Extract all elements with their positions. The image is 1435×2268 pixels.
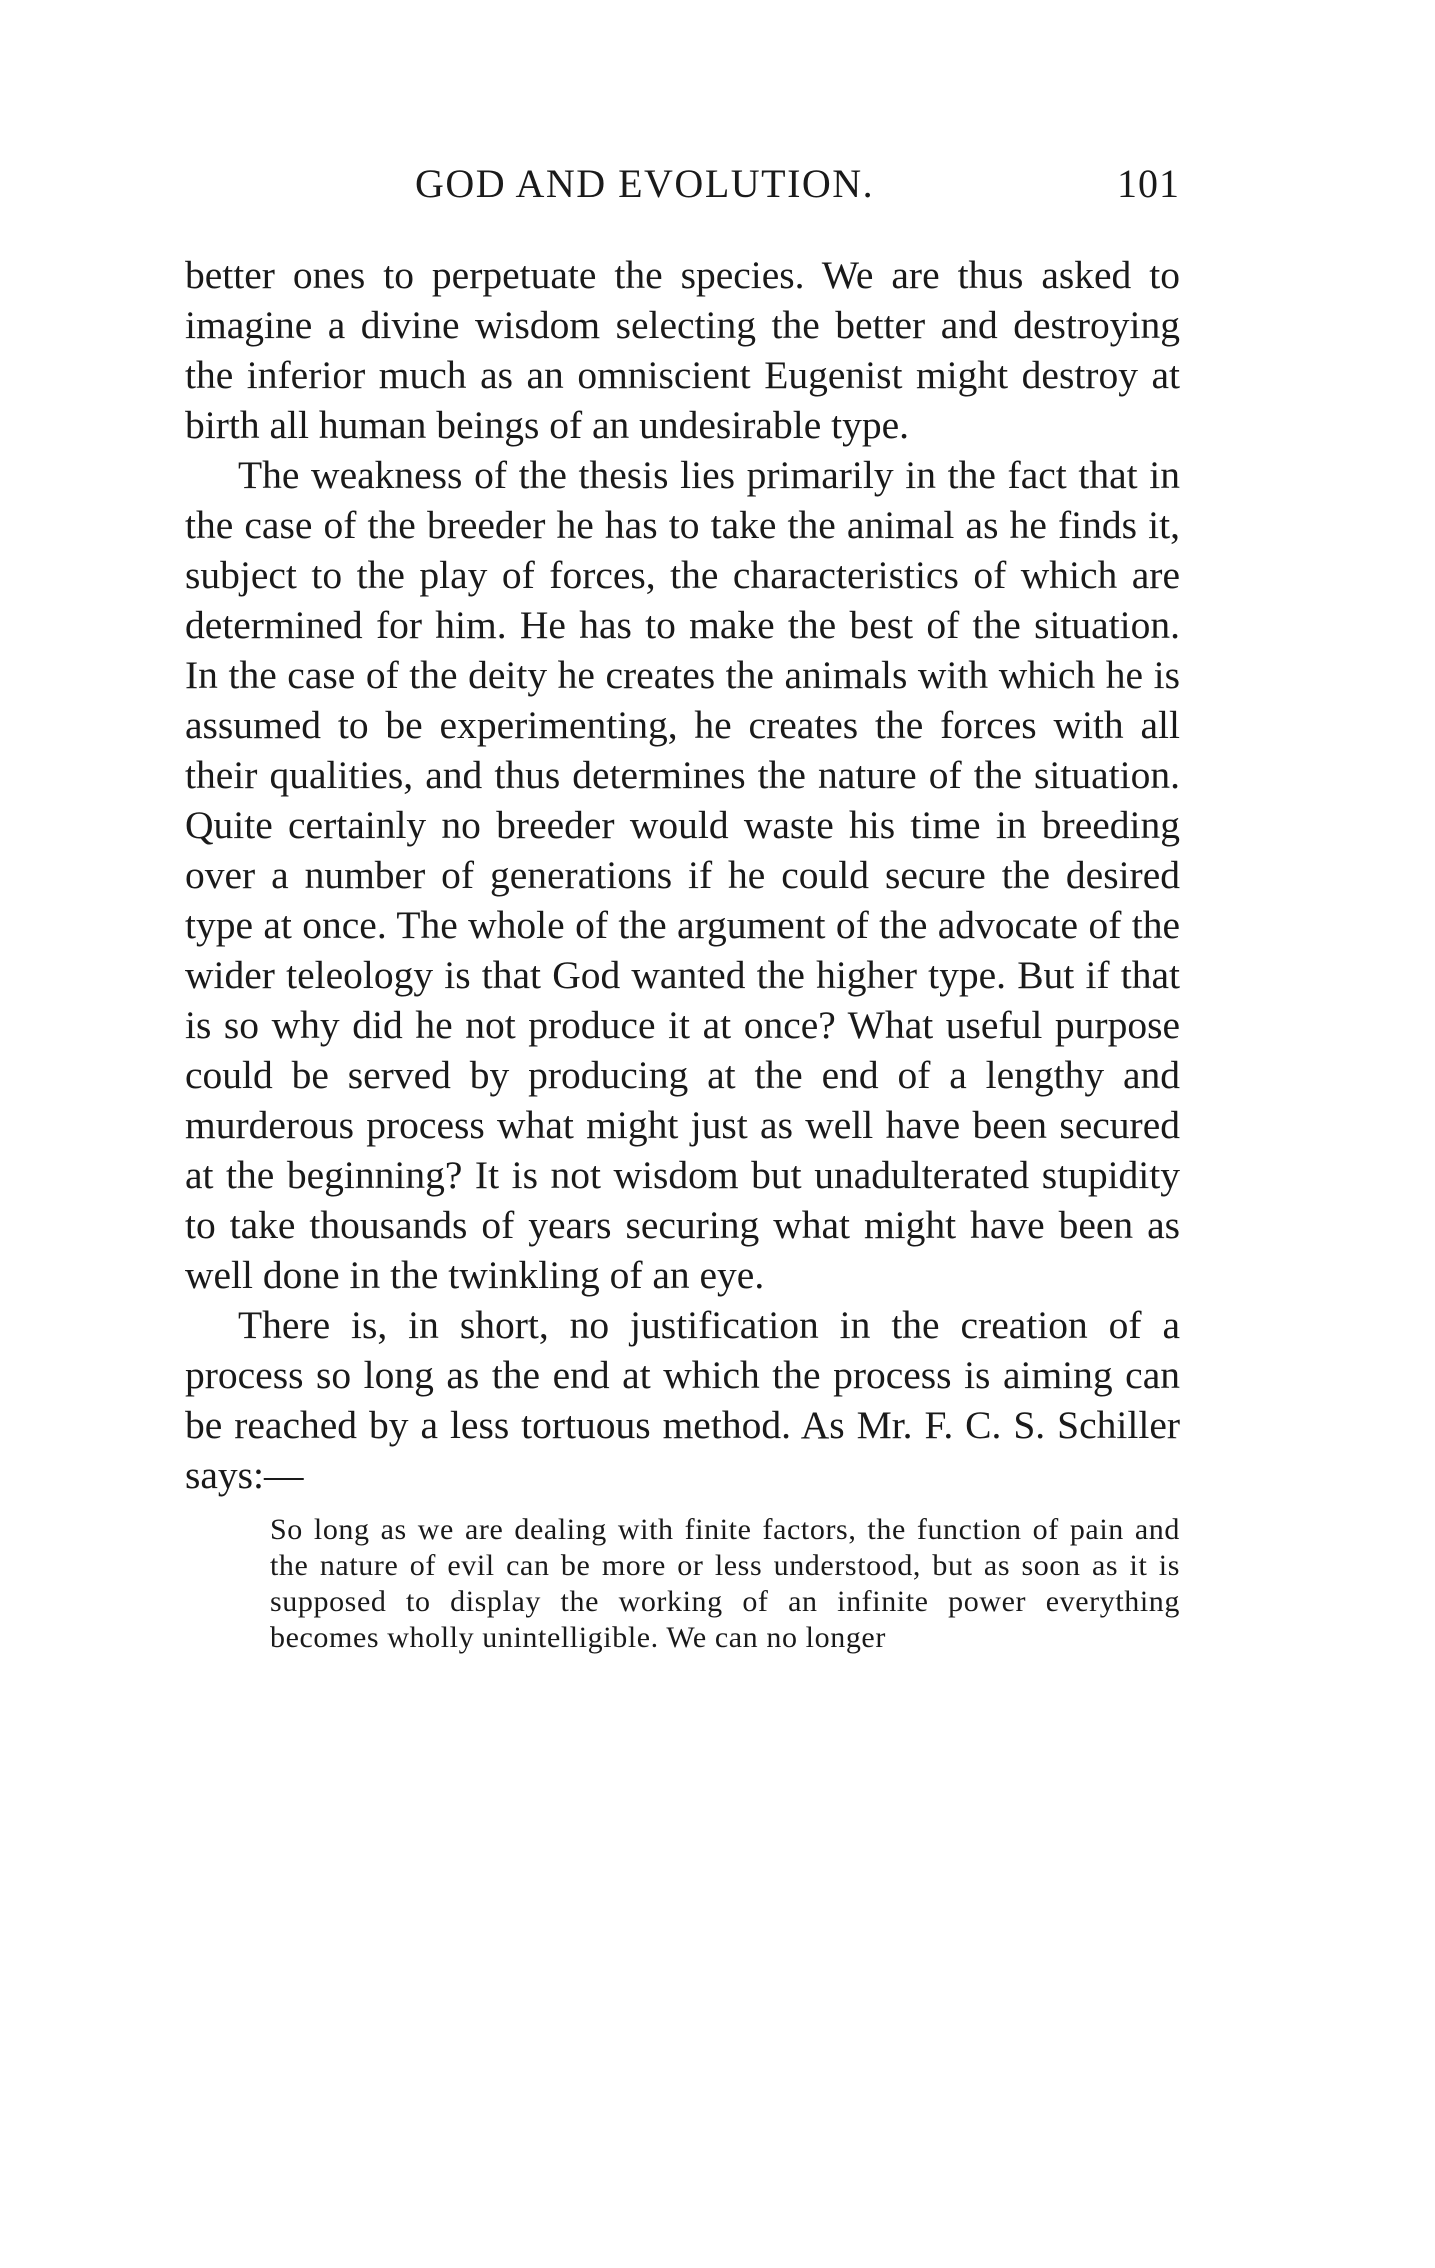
page-header (185, 160, 1180, 210)
paragraph-continued: better ones to perpetuate the species. We are thus asked to imagine a divine wisdom selecting the better and destroying the inferior much as an omniscient Eugenist might destroy at birth all human beings of an undesirable type. (185, 253, 1180, 447)
paragraph-justification: There is, in short, no justification in the creation of a process so long as the end at which the process is aiming can be reached by a less tortuous method. As Mr. F. C. S. Schiller says:— (185, 1303, 1180, 1497)
running-title: GOD AND EVOLUTION. (415, 161, 875, 206)
block-quotation: So long as we are dealing with finite factors, the function of pain and the nature of evil can be more or less understood, but as soon as it is supposed to display the working of an infinite power everything becomes wholly unintelligible. We can no longer (270, 1513, 1180, 1654)
body-text (185, 250, 1180, 1656)
paragraph-breeder-argument: The weakness of the thesis lies primarily in the fact that in the case of the breeder he has to take the animal as he finds it, subject to the play of forces, the characteristics of which are determined for him. He has to make the best of the situation. In the case of the deity he creates the animals with which he is assumed to be experimenting, he creates the forces with all their qualities, and thus determines the nature of the situation. Quite certainly no breeder would waste his time in breeding over a number of generations if he could secure the desired type at once. The whole of the argument of the advocate of the wider teleology is that God wanted the higher type. But if that is so why did he not produce it at once? What useful purpose could be served by producing at the end of a lengthy and murderous process what might just as well have been secured at the beginning? It is not wisdom but unadulterated stupidity to take thousands of years securing what might have been as well done in the twinkling of an eye. (185, 453, 1180, 1297)
page-number: 101 (1117, 161, 1180, 206)
